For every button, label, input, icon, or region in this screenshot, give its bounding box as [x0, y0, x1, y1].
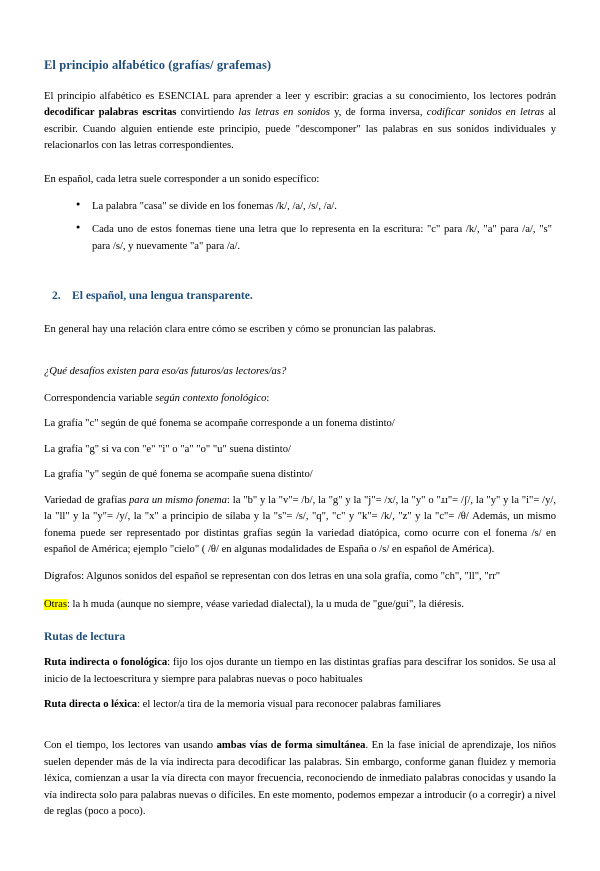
page-title: El principio alfabético (grafías/ grafemas) [44, 58, 272, 72]
variedad-grafias-paragraph [44, 493, 556, 559]
digrafos-paragraph: Dígrafos: Algunos sonidos del español se representan con dos letras en una sola grafía, como "ch", "ll", "rr" [44, 571, 501, 583]
phoneme-bullet-list [44, 199, 556, 255]
final-paragraph [44, 738, 556, 820]
correspondencia-end: : [266, 393, 270, 405]
intro-paragraph-2: En español, cada letra suele corresponder a un sonido específico: [44, 173, 320, 185]
ruta-indirecta-text: : fijo los ojos durante un tiempo en las distintas grafías para descifrar los sonidos. Se usa al inicio de la lectoescritura y siempre para palabras nuevas o poco habituales [44, 657, 556, 685]
variedad-text-c: : la "b" y la "v"= /b/, la "g" y la "j"= /x/, la "y" o "ɹɹ"= /ʃ/, la "y" y la "i"= /y/, la "ll" y la "y"= /y/, la "x" a principio de sílaba y la "s"= /s/, "q", "c" y "k"= /k/, "z" y la "c"= /θ/ Además, un mismo fonema puede ser representado por distintas grafías según la variedad diatópica, como ocurre con el fonema /s/ en español de América; ejemplo "cielo" ( /θ/ en algunas modalidades de España o /s/ en español de América). [44, 494, 557, 555]
final-text-c: . En la fase inicial de aprendizaje, los niños suelen depender más de la vía indirecta para decodificar las palabras. Sin embargo, conforme ganan fluidez y memoria léxica, comienzan a usar la vía directa con mayor frecuencia, reconociendo de inmediato palabras conocidas y usando la vía indirecta solo para palabras nuevas o difíciles. En este momento, podemos empezar a introducir (o a corregir) a nivel de reglas (poco a poco). [44, 740, 557, 817]
otras-text: : la h muda (aunque no siempre, véase variedad dialectal), la u muda de "gue/gui", la diéresis. [66, 598, 464, 610]
ruta-indirecta-paragraph [44, 655, 556, 688]
section-heading-espanol-transparente [44, 289, 556, 302]
section2-paragraph-1: En general hay una relación clara entre cómo se escriben y cómo se pronuncian las palabras. [44, 324, 436, 336]
correspondencia-italic: según contexto fonológico [155, 393, 267, 405]
intro-italic-codificar: codificar sonidos en letras [426, 107, 545, 119]
final-text-a: Con el tiempo, los lectores van usando [44, 740, 217, 752]
section-heading-rutas-lectura: Rutas de lectura [44, 630, 126, 644]
ruta-directa-paragraph [44, 697, 556, 713]
variedad-text-a: Variedad de grafías [44, 494, 129, 506]
list-item: ● La palabra "casa" se divide en los fonemas /k/, /a/, /s/, /a/. [92, 199, 556, 215]
rule-grafia-y: La grafía "y" según de qué fonema se acompañe suena distinto/ [44, 469, 313, 481]
intro-bold-decodificar: decodificar palabras escritas [44, 107, 177, 119]
intro-italic-letras: las letras en sonidos [238, 107, 330, 119]
intro-text-c: convirtiendo [176, 107, 239, 119]
intro-text-g: al escribir. Cuando alguien entiende este principio, puede "descomponer" las palabras en sus sonidos individuales y relacionarlos con las letras correspondientes. [44, 107, 556, 152]
variedad-italic: para un mismo fonema [129, 494, 227, 506]
correspondencia-line [44, 391, 556, 407]
final-bold-ambas-vias: ambas vías de forma simultánea [216, 740, 366, 752]
section-number: 2. [52, 289, 61, 303]
correspondencia-label: Correspondencia variable [44, 393, 156, 405]
ruta-directa-text: : el lector/a tira de la memoria visual para reconocer palabras familiares [137, 698, 441, 710]
section2-question: ¿Qué desafíos existen para eso/as futuros/as lectores/as? [44, 365, 287, 377]
ruta-directa-label: Ruta directa o léxica [44, 698, 138, 710]
intro-text-e: y, de forma inversa, [329, 107, 427, 119]
ruta-indirecta-label: Ruta indirecta o fonológica [44, 657, 168, 669]
section-title: El español, una lengua transparente. [72, 289, 253, 303]
otras-highlight-label: Otras [44, 598, 67, 610]
otras-paragraph [44, 597, 556, 613]
intro-text-a: El principio alfabético es ESENCIAL para aprender a leer y escribir: gracias a su conocimiento, los lectores podrán [44, 91, 556, 102]
rule-grafia-c: La grafía "c" según de qué fonema se acompañe corresponde a un fonema distinto/ [44, 418, 395, 430]
intro-paragraph-1 [44, 89, 556, 155]
list-item: ● Cada uno de estos fonemas tiene una letra que lo representa en la escritura: "c" para /k/, "a" para /a/, "s" para /s/, y nuevamente "a" para /a/. [92, 222, 556, 255]
rule-grafia-g: La grafía "g" si va con "e" "i" o "a" "o" "u" suena distinto/ [44, 443, 291, 455]
